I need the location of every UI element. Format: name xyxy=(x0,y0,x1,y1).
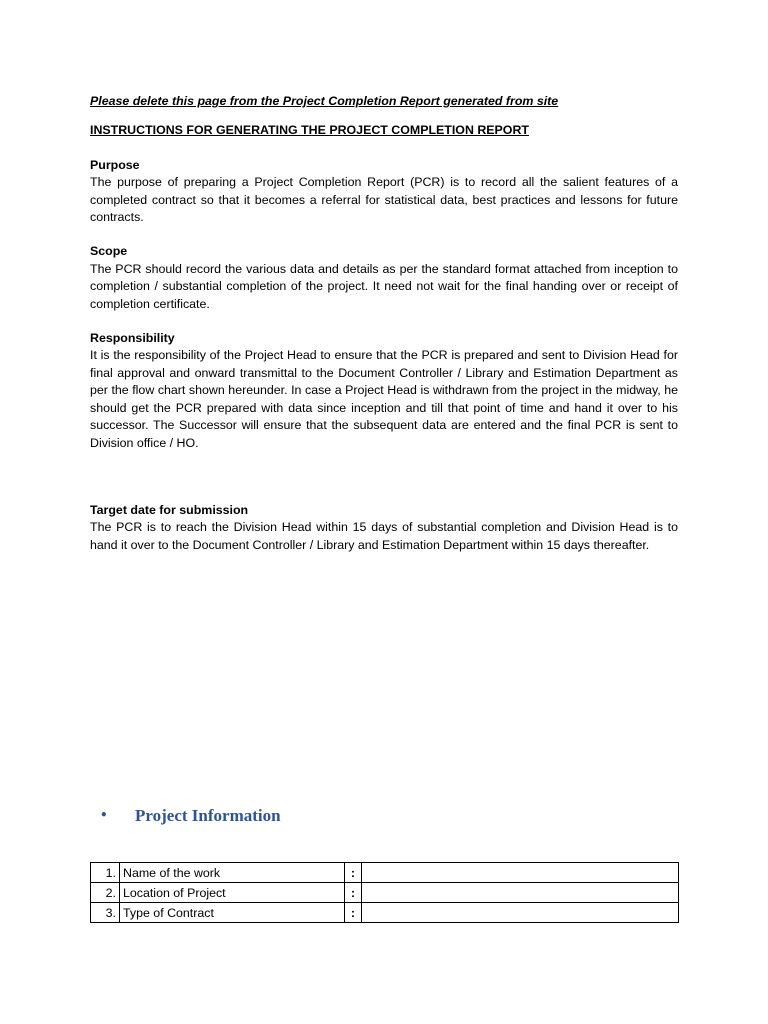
responsibility-heading: Responsibility xyxy=(90,331,175,346)
scope-body: The PCR should record the various data and details as per the standard format attached from inception to completion / substantial completion of the project. It need not wait for the final handing over or receipt of completion certificate. xyxy=(90,261,678,311)
row-value-name-of-work[interactable] xyxy=(362,863,679,883)
row-number: 1. xyxy=(91,863,120,883)
row-number: 2. xyxy=(91,883,120,903)
table-row xyxy=(91,883,679,903)
row-label: Name of the work xyxy=(120,863,345,883)
purpose-heading: Purpose xyxy=(90,157,140,172)
row-label: Location of Project xyxy=(120,883,345,903)
project-information-heading xyxy=(100,803,281,828)
row-value-contract-type[interactable] xyxy=(362,903,679,923)
row-value-location[interactable] xyxy=(362,883,679,903)
purpose-body: The purpose of preparing a Project Completion Report (PCR) is to record all the salient features of a completed contract so that it becomes a referral for statistical data, best practices and lessons for future contracts. xyxy=(90,175,678,225)
row-number: 3. xyxy=(91,903,120,923)
target-date-heading: Target date for submission xyxy=(90,502,249,517)
row-colon: : xyxy=(345,863,362,883)
row-label: Type of Contract xyxy=(120,903,345,923)
row-colon: : xyxy=(345,903,362,923)
scope-heading: Scope xyxy=(90,244,128,259)
table-row xyxy=(91,863,679,883)
table-row xyxy=(91,903,679,923)
bullet-icon: • xyxy=(100,808,108,822)
target-date-body: The PCR is to reach the Division Head within 15 days of substantial completion and Division Head is to hand it over to the Document Controller / Library and Estimation Department within 15 days thereafter. xyxy=(90,520,678,552)
document-content xyxy=(90,93,678,571)
row-colon: : xyxy=(345,883,362,903)
instructions-title: INSTRUCTIONS FOR GENERATING THE PROJECT COMPLETION REPORT xyxy=(90,123,529,138)
project-information-title: Project Information xyxy=(135,806,281,825)
delete-page-notice: Please delete this page from the Project Completion Report generated from site xyxy=(90,94,559,108)
responsibility-body: It is the responsibility of the Project Head to ensure that the PCR is prepared and sent to Division Head for final approval and onward transmittal to the Document Controller / Library and Estimation Department as per the flow chart shown hereunder. In case a Project Head is withdrawn from the project in the midway, he should get the PCR prepared with data since inception and till that point of time and hand it over to his successor. The Successor will ensure that the subsequent data are entered and the final PCR is sent to Division office / HO. xyxy=(90,348,678,450)
project-information-table xyxy=(90,862,679,923)
